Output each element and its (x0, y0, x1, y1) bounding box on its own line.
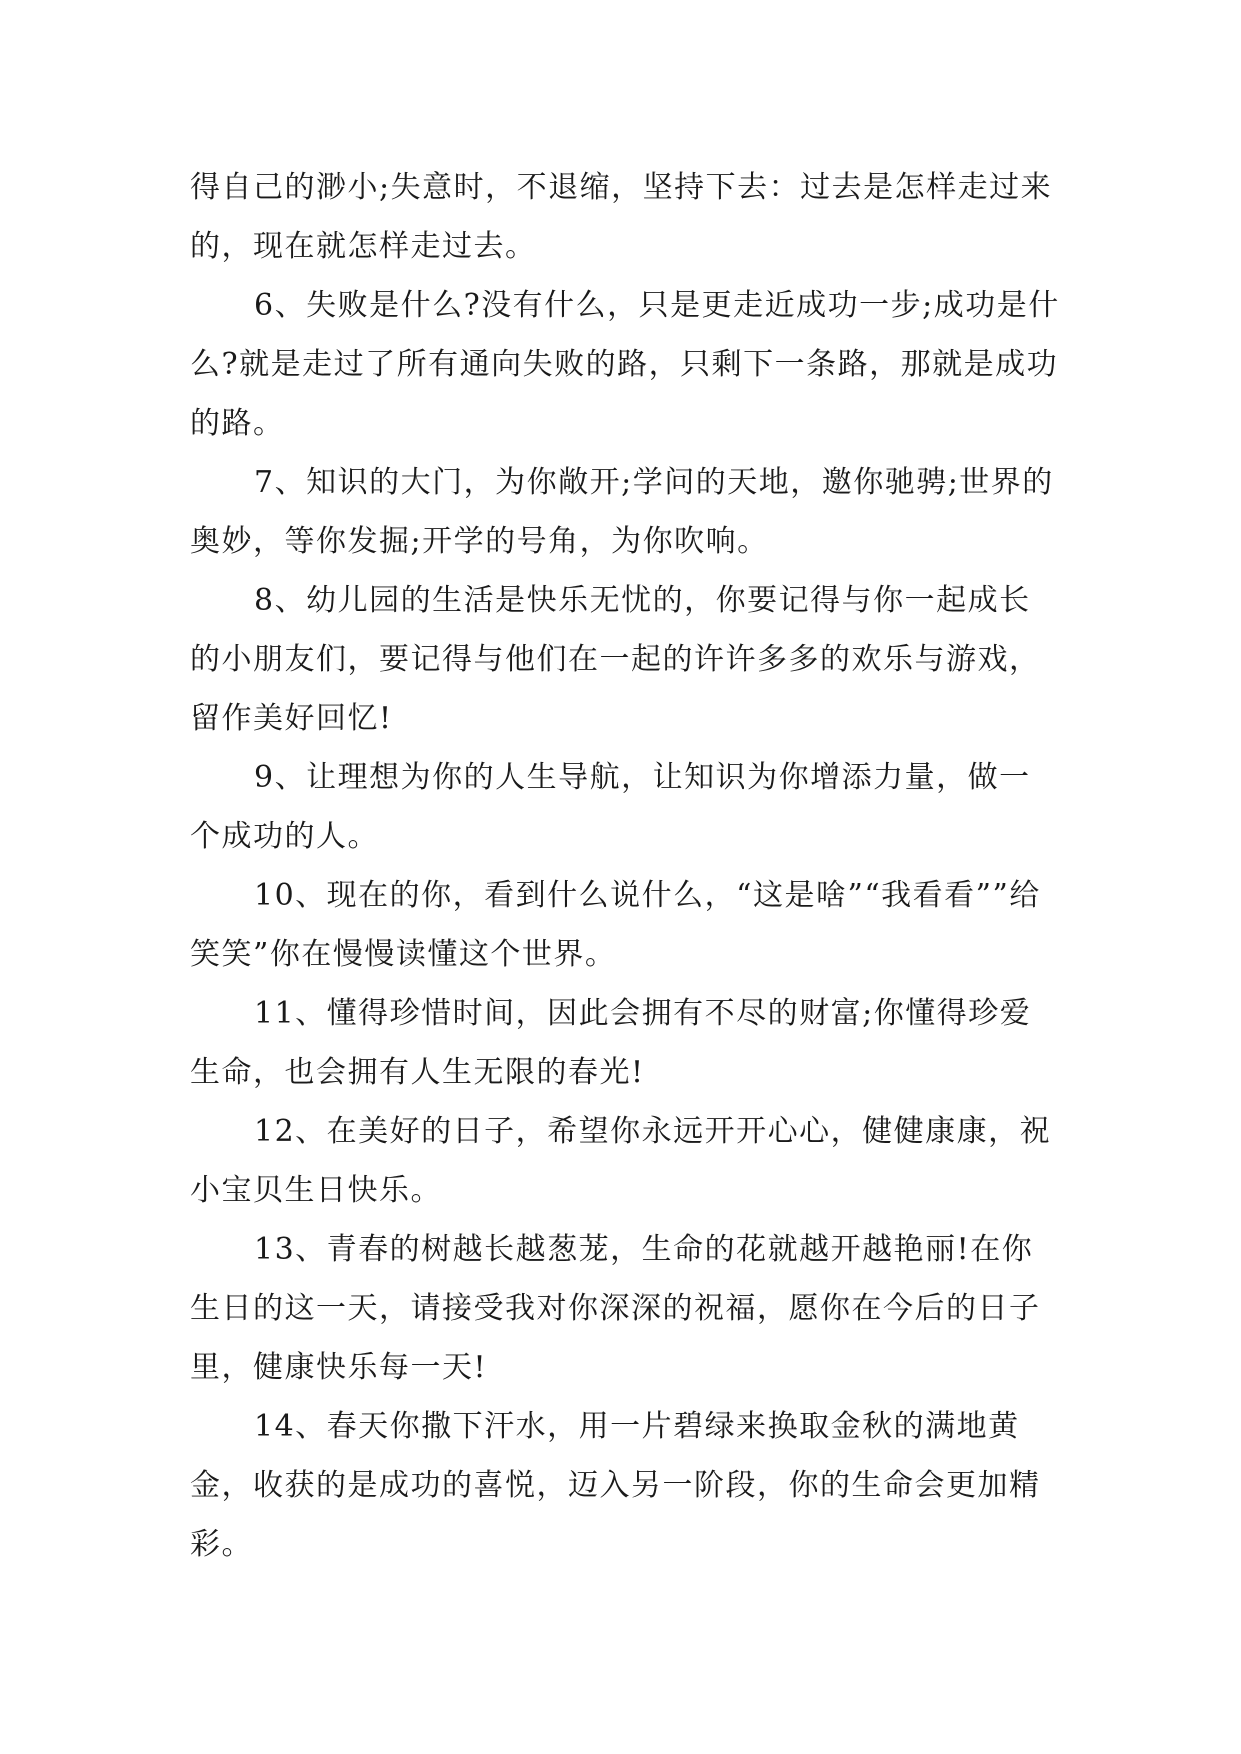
document-body (190, 158, 1060, 1574)
paragraph-continuation: 得自己的渺小;失意时，不退缩，坚持下去：过去是怎样走过来的，现在就怎样走过去。 (190, 170, 1053, 264)
paragraph-item-14: 14、春天你撒下汗水，用一片碧绿来换取金秋的满地黄金，收获的是成功的喜悦，迈入另一阶段，你的生命会更加精彩。 (190, 1409, 1041, 1562)
paragraph-item-8: 8、幼儿园的生活是快乐无忧的，你要记得与你一起成长的小朋友们，要记得与他们在一起的许许多多的欢乐与游戏，留作美好回忆! (190, 583, 1041, 736)
paragraph-item-10: 10、现在的你，看到什么说什么，“这是啥”“我看看””给笑笑”你在慢慢读懂这个世界。 (190, 878, 1041, 972)
paragraph-item-7: 7、知识的大门，为你敞开;学问的天地，邀你驰骋;世界的奥妙，等你发掘;开学的号角，为你吹响。 (190, 465, 1054, 559)
paragraph-item-11: 11、懂得珍惜时间，因此会拥有不尽的财富;你懂得珍爱生命，也会拥有人生无限的春光! (190, 996, 1032, 1090)
paragraph-item-6: 6、失败是什么?没有什么，只是更走近成功一步;成功是什么?就是走过了所有通向失败的路，只剩下一条路，那就是成功的路。 (190, 288, 1060, 441)
paragraph-item-13: 13、青春的树越长越葱茏，生命的花就越开越艳丽!在你生日的这一天，请接受我对你深深的祝福，愿你在今后的日子里，健康快乐每一天! (190, 1232, 1041, 1385)
paragraph-item-9: 9、让理想为你的人生导航，让知识为你增添力量，做一个成功的人。 (190, 760, 1031, 854)
paragraph-item-12: 12、在美好的日子，希望你永远开开心心，健健康康，祝小宝贝生日快乐。 (190, 1114, 1052, 1208)
